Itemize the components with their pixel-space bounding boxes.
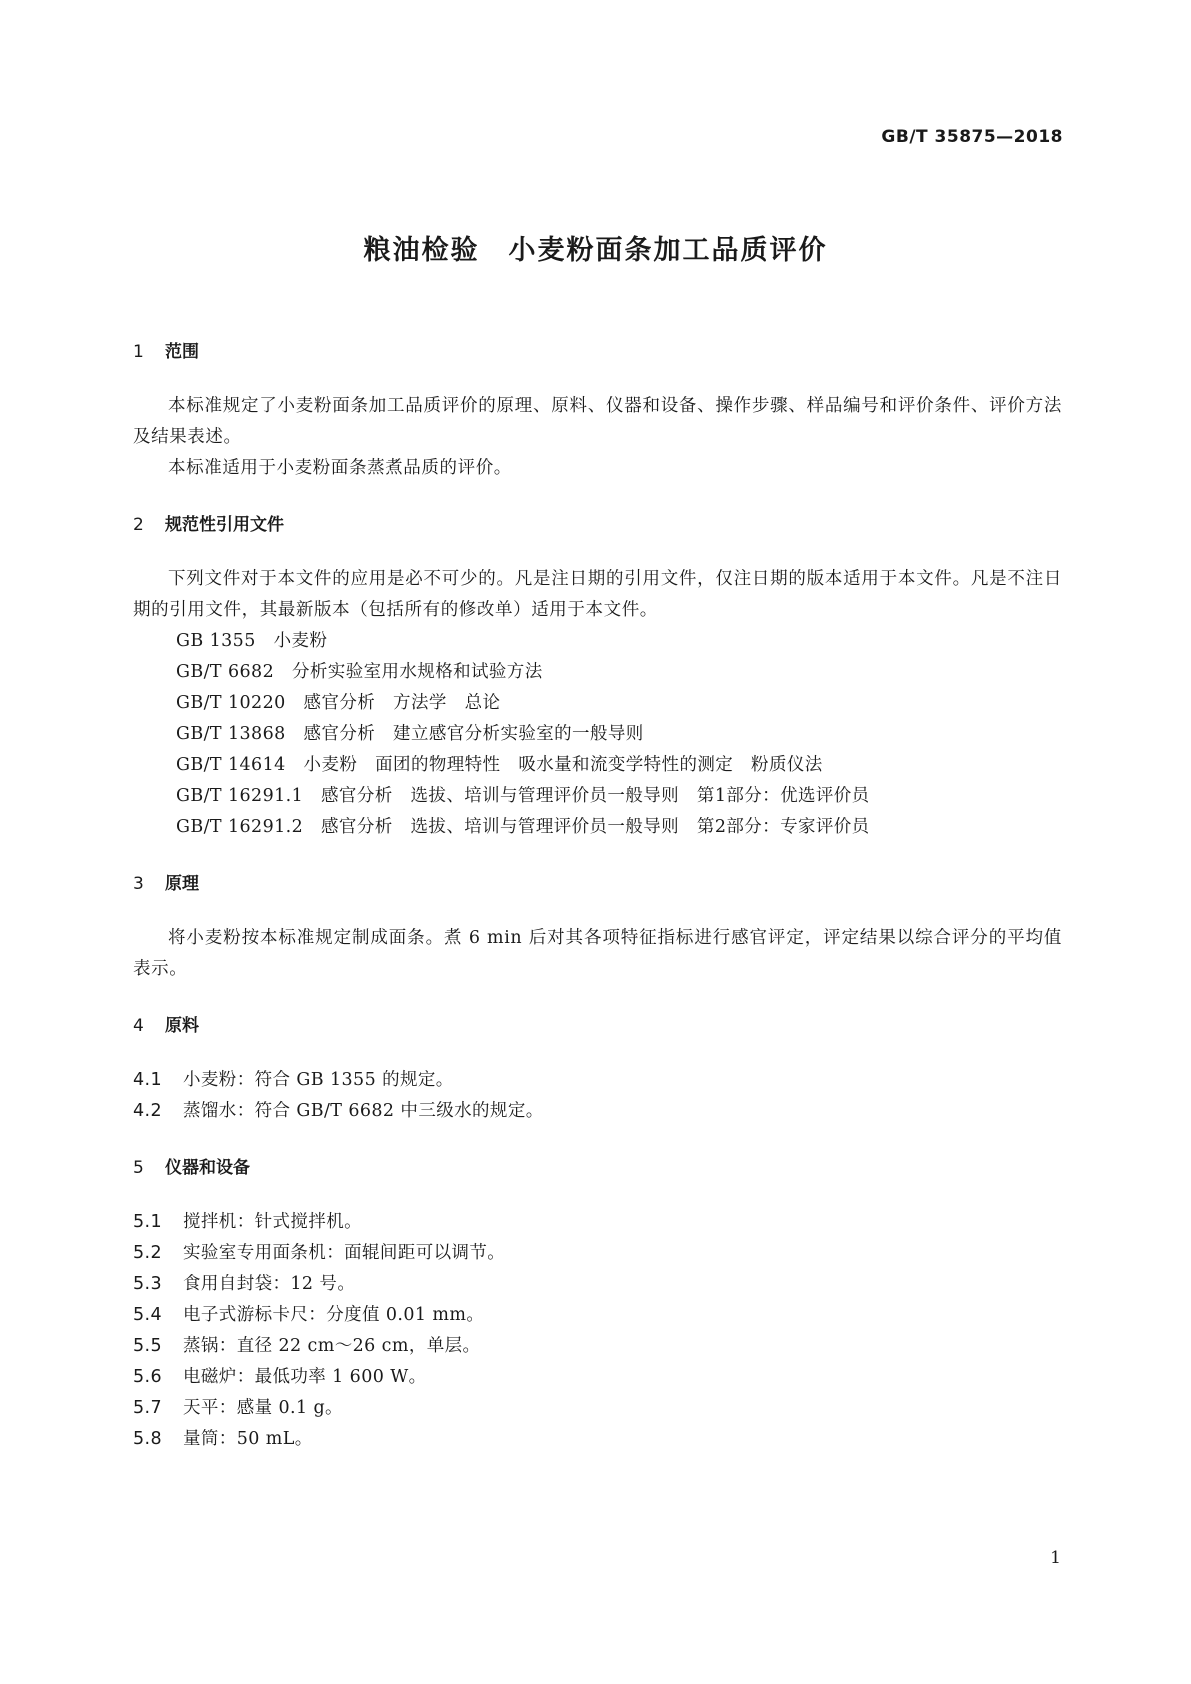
paragraph: 本标准规定了小麦粉面条加工品质评价的原理、原料、仪器和设备、操作步骤、样品编号和评价条件、评价方法及结果表述。 — [133, 396, 1062, 447]
section-number: 4 — [133, 1016, 144, 1036]
subclause-item: 4.1 小麦粉：符合 GB 1355 的规定。 — [133, 1070, 454, 1090]
standard-number: GB/T 35875—2018 — [881, 127, 1063, 147]
document-title: 粮油检验 小麦粉面条加工品质评价 — [363, 235, 828, 266]
section-title: 原料 — [165, 1016, 199, 1036]
section-2-heading — [133, 513, 1062, 537]
subclause-item: 5.3 食用自封袋：12 号。 — [133, 1274, 356, 1294]
section-3-heading — [133, 872, 1062, 896]
reference-item: GB/T 16291.1 感官分析 选拔、培训与管理评价员一般导则 第1部分：优选评价员 — [176, 786, 870, 806]
subclause-item: 5.6 电磁炉：最低功率 1 600 W。 — [133, 1367, 427, 1387]
subclause-item: 5.5 蒸锅：直径 22 cm～26 cm，单层。 — [133, 1336, 481, 1356]
reference-item: GB 1355 小麦粉 — [176, 631, 328, 651]
section-title: 范围 — [165, 342, 199, 362]
section-number: 1 — [133, 342, 144, 362]
section-1-heading — [133, 340, 1062, 364]
section-number: 2 — [133, 515, 144, 535]
document-body — [133, 340, 1062, 1455]
subclause-item: 5.4 电子式游标卡尺：分度值 0.01 mm。 — [133, 1305, 485, 1325]
section-number: 5 — [133, 1158, 144, 1178]
paragraph: 本标准适用于小麦粉面条蒸煮品质的评价。 — [168, 458, 512, 478]
section-4-heading — [133, 1014, 1062, 1038]
subclause-item: 5.1 搅拌机：针式搅拌机。 — [133, 1212, 362, 1232]
paragraph: 将小麦粉按本标准规定制成面条。煮 6 min 后对其各项特征指标进行感官评定，评定结果以综合评分的平均值表示。 — [133, 928, 1062, 979]
section-title: 原理 — [165, 874, 199, 894]
reference-item: GB/T 10220 感官分析 方法学 总论 — [176, 693, 501, 713]
page-number: 1 — [1050, 1548, 1061, 1568]
section-title: 规范性引用文件 — [165, 515, 284, 535]
paragraph: 下列文件对于本文件的应用是必不可少的。凡是注日期的引用文件，仅注日期的版本适用于本文件。凡是不注日期的引用文件，其最新版本（包括所有的修改单）适用于本文件。 — [133, 569, 1062, 620]
reference-item: GB/T 16291.2 感官分析 选拔、培训与管理评价员一般导则 第2部分：专家评价员 — [176, 817, 870, 837]
section-title: 仪器和设备 — [165, 1158, 250, 1178]
reference-item: GB/T 13868 感官分析 建立感官分析实验室的一般导则 — [176, 724, 644, 744]
subclause-item: 5.2 实验室专用面条机：面辊间距可以调节。 — [133, 1243, 506, 1263]
subclause-item: 5.7 天平：感量 0.1 g。 — [133, 1398, 343, 1418]
subclause-item: 5.8 量筒：50 mL。 — [133, 1429, 313, 1449]
reference-item: GB/T 14614 小麦粉 面团的物理特性 吸水量和流变学特性的测定 粉质仪法 — [176, 755, 823, 775]
section-number: 3 — [133, 874, 144, 894]
reference-item: GB/T 6682 分析实验室用水规格和试验方法 — [176, 662, 543, 682]
section-5-heading — [133, 1156, 1062, 1180]
subclause-item: 4.2 蒸馏水：符合 GB/T 6682 中三级水的规定。 — [133, 1101, 544, 1121]
